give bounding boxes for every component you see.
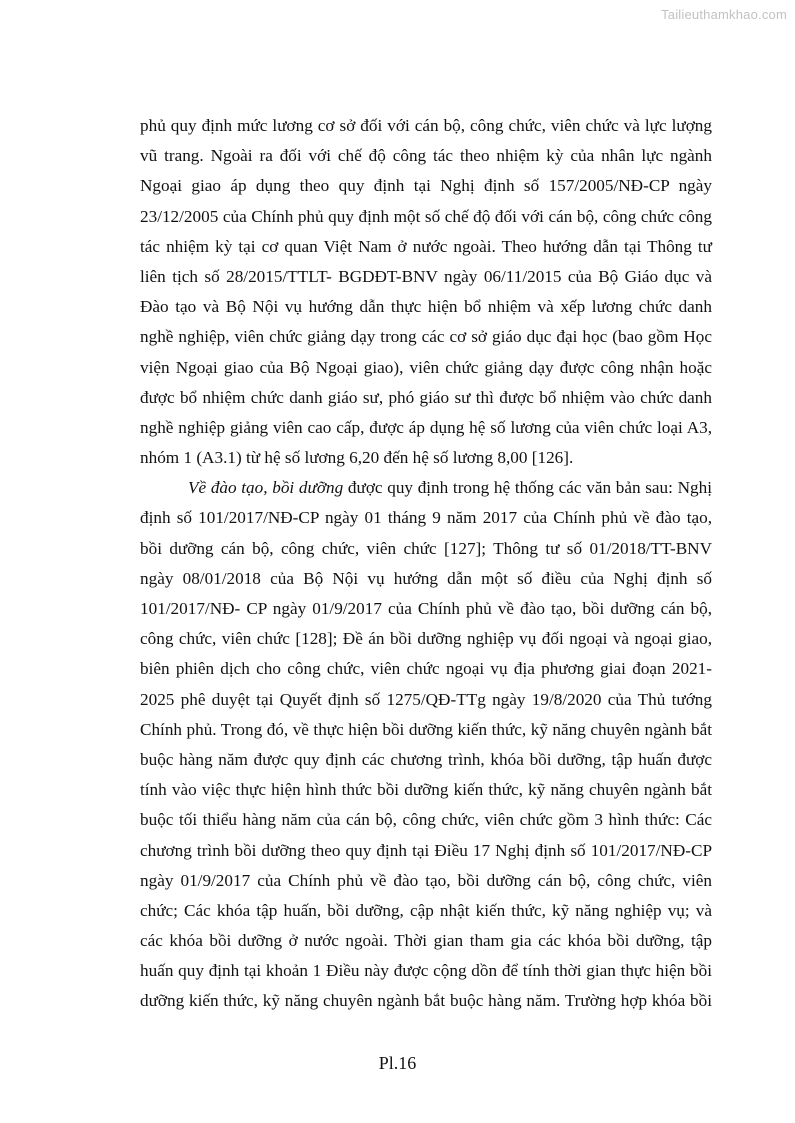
- section-lead-text: được quy định trong hệ thống các văn bản sau: Nghị: [343, 478, 712, 498]
- text-line: nhóm 1 (A3.1) từ hệ số lương 6,20 đến hệ số lương 8,00 [126].: [140, 448, 574, 468]
- text-line: viện Ngoại giao của Bộ Ngoại giao), viên chức giảng dạy được công nhận hoặc: [140, 357, 712, 377]
- text-line: 101/2017/NĐ- CP ngày 01/9/2017 của Chính phủ về đào tạo, bồi dưỡng cán bộ,: [140, 599, 712, 618]
- text-line-lead: [140, 473, 712, 503]
- text-line: chương trình bồi dưỡng theo quy định tại Điều 17 Nghị định số 101/2017/NĐ-CP: [140, 840, 712, 860]
- text-line: vũ trang. Ngoài ra đối với chế độ công tác theo nhiệm kỳ của nhân lực ngành: [140, 146, 712, 166]
- document-body: [140, 111, 712, 1017]
- text-line: biên phiên dịch cho công chức, viên chức ngoại vụ địa phương giai đoạn 2021-: [140, 659, 712, 679]
- text-line: Ngoại giao áp dụng theo quy định tại Nghị định số 157/2005/NĐ-CP ngày: [140, 176, 712, 196]
- paragraph-salary: [140, 111, 712, 473]
- text-line: 2025 phê duyệt tại Quyết định số 1275/QĐ-TTg ngày 19/8/2020 của Thủ tướng: [140, 689, 712, 709]
- text-line: bồi dưỡng cán bộ, công chức, viên chức [127]; Thông tư số 01/2018/TT-BNV: [140, 538, 712, 558]
- text-line: phủ quy định mức lương cơ sở đối với cán bộ, công chức, viên chức và lực lượng: [140, 116, 712, 135]
- text-line: ngày 01/9/2017 của Chính phủ về đào tạo, bồi dưỡng cán bộ, công chức, viên: [140, 870, 712, 890]
- text-line: huấn quy định tại khoản 1 Điều này được cộng dồn để tính thời gian thực hiện bồi: [140, 961, 712, 981]
- text-line: công chức, viên chức [128]; Đề án bồi dưỡng nghiệp vụ đối ngoại và ngoại giao,: [140, 629, 712, 649]
- text-line: ngày 08/01/2018 của Bộ Nội vụ hướng dẫn một số điều của Nghị định số: [140, 568, 712, 588]
- text-line: dưỡng kiến thức, kỹ năng chuyên ngành bắt buộc hàng năm. Trường hợp khóa bồi: [140, 991, 712, 1011]
- text-line: tính vào việc thực hiện hình thức bồi dưỡng kiến thức, kỹ năng chuyên ngành bắt: [140, 780, 712, 800]
- text-line: định số 101/2017/NĐ-CP ngày 01 tháng 9 năm 2017 của Chính phủ về đào tạo,: [140, 508, 712, 528]
- section-lead-italic: Về đào tạo, bồi dưỡng: [188, 478, 344, 498]
- text-line: chức; Các khóa tập huấn, bồi dưỡng, cập nhật kiến thức, kỹ năng nghiệp vụ; và: [140, 900, 712, 920]
- text-line: các khóa bồi dưỡng ở nước ngoài. Thời gian tham gia các khóa bồi dưỡng, tập: [140, 931, 712, 951]
- watermark-text: Tailieuthamkhao.com: [661, 7, 787, 22]
- text-line: liên tịch số 28/2015/TTLT- BGDĐT-BNV ngày 06/11/2015 của Bộ Giáo dục và: [140, 266, 712, 286]
- text-line: Đào tạo và Bộ Nội vụ hướng dẫn thực hiện bổ nhiệm và xếp lương chức danh: [140, 297, 712, 317]
- text-line: Chính phủ. Trong đó, về thực hiện bồi dưỡng kiến thức, kỹ năng chuyên ngành bắt: [140, 719, 712, 739]
- text-line: buộc tối thiểu hàng năm của cán bộ, công chức, viên chức gồm 3 hình thức: Các: [140, 810, 712, 830]
- text-line: 23/12/2005 của Chính phủ quy định một số chế độ đối với cán bộ, công chức công: [140, 206, 712, 226]
- text-line: buộc hàng năm được quy định các chương trình, khóa bồi dưỡng, tập huấn được: [140, 749, 712, 769]
- page-number: Pl.16: [378, 1053, 417, 1073]
- text-line: nghề nghiệp, viên chức giảng dạy trong các cơ sở giáo dục đại học (bao gồm Học: [140, 327, 712, 347]
- text-line: tác nhiệm kỳ tại cơ quan Việt Nam ở nước ngoài. Theo hướng dẫn tại Thông tư: [140, 236, 712, 256]
- paragraph-training: [140, 473, 712, 1016]
- text-line: được bổ nhiệm chức danh giáo sư, phó giáo sư thì được bổ nhiệm vào chức danh: [140, 387, 712, 407]
- text-line: nghề nghiệp giảng viên cao cấp, được áp dụng hệ số lương của viên chức loại A3,: [140, 417, 712, 437]
